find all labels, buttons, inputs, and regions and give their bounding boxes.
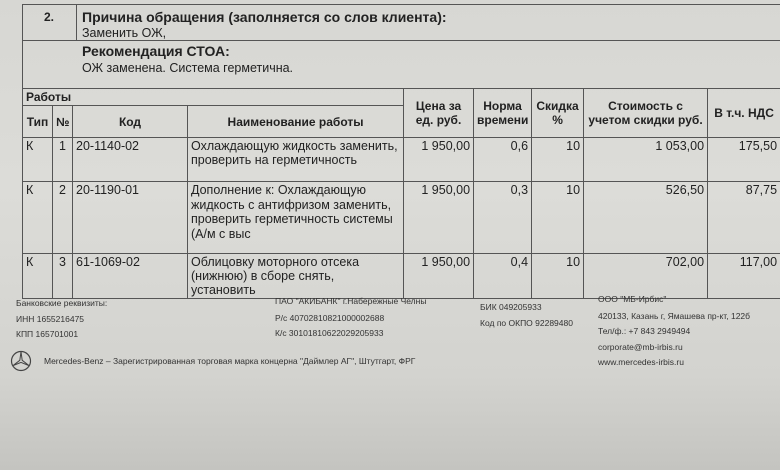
header-discount: Скидка %: [532, 89, 584, 138]
footer-bank-details: [16, 298, 107, 341]
header-price: Цена за ед. руб.: [404, 89, 474, 138]
footer-line: Банковские реквизиты:: [16, 298, 108, 308]
footer-bank: [275, 296, 426, 340]
cell-norm: 0,3: [474, 182, 532, 254]
table-row: [23, 138, 780, 182]
footer-line: К/с 30101810622029205933: [275, 328, 384, 338]
cell-no: 1: [53, 138, 73, 182]
footer-line: Код по ОКПО 92289480: [480, 317, 573, 328]
cell-type: К: [23, 138, 53, 182]
reason-text: Заменить ОЖ,: [82, 26, 167, 40]
section-number: 2.: [44, 10, 55, 24]
reason-divider: [22, 40, 780, 41]
table-row: [23, 254, 780, 299]
cell-discount: 10: [532, 138, 584, 182]
footer-line: КПП 165701001: [16, 329, 79, 339]
footer-line: ООО "МБ-Ирбис": [598, 294, 667, 304]
left-border: [22, 4, 23, 88]
footer-line: БИК 049205933: [480, 302, 542, 312]
cell-discount: 10: [532, 254, 584, 299]
footer-line: corporate@mb-irbis.ru: [598, 341, 683, 352]
cell-norm: 0,6: [474, 138, 532, 182]
cell-price: 1 950,00: [404, 138, 474, 182]
cell-cost: 526,50: [584, 182, 708, 254]
cell-price: 1 950,00: [404, 182, 474, 254]
header-code: Код: [73, 106, 188, 138]
footer-line: 420133, Казань г, Ямашева пр-кт, 122б: [598, 310, 751, 321]
cell-vat: 175,50: [708, 138, 780, 182]
cell-name: Охлаждающую жидкость заменить, проверить на герметичность: [188, 138, 404, 182]
footer-line: ПАО "АКИБАНК" г.Набережные Челны: [275, 296, 427, 306]
cell-vat: 117,00: [708, 254, 780, 299]
cell-no: 3: [53, 254, 73, 299]
footer-bik: [480, 298, 573, 329]
cell-cost: 702,00: [584, 254, 708, 299]
works-title: Работы: [23, 89, 404, 106]
footer-line: ИНН 1655216475: [16, 313, 85, 324]
cell-code: 61-1069-02: [73, 254, 188, 299]
header-cost: Стоимость с учетом скидки руб.: [584, 89, 708, 138]
cell-price: 1 950,00: [404, 254, 474, 299]
header-type: Тип: [23, 106, 53, 138]
header-norm: Норма времени: [474, 89, 532, 138]
recommendation-title: Рекомендация СТОА:: [82, 43, 230, 59]
reason-title: Причина обращения (заполняется со слов клиента):: [82, 9, 447, 25]
section-number-divider: [76, 4, 77, 40]
works-table: [22, 88, 780, 299]
cell-cost: 1 053,00: [584, 138, 708, 182]
cell-name: Облицовку моторного отсека (нижнюю) в сборе снять, установить: [188, 254, 404, 299]
footer-company: [598, 294, 750, 369]
cell-name: Дополнение к: Охлаждающую жидкость с антифризом заменить, проверить герметичность системы (А/м с выс: [188, 182, 404, 254]
cell-code: 20-1190-01: [73, 182, 188, 254]
top-border: [22, 4, 780, 5]
cell-type: К: [23, 254, 53, 299]
cell-code: 20-1140-02: [73, 138, 188, 182]
cell-discount: 10: [532, 182, 584, 254]
cell-norm: 0,4: [474, 254, 532, 299]
header-vat: В т.ч. НДС: [708, 89, 780, 138]
footer-line: www.mercedes-irbis.ru: [598, 357, 684, 367]
header-name: Наименование работы: [188, 106, 404, 138]
cell-type: К: [23, 182, 53, 254]
cell-no: 2: [53, 182, 73, 254]
cell-vat: 87,75: [708, 182, 780, 254]
recommendation-text: ОЖ заменена. Система герметична.: [82, 61, 294, 75]
footer-line: Тел/ф.: +7 843 2949494: [598, 326, 691, 336]
mercedes-star-icon: [10, 350, 32, 372]
header-no: №: [53, 106, 73, 138]
trademark-text: Mercedes-Benz – Зарегистрированная торговая марка концерна "Даймлер АГ", Штутгарт, ФРГ: [44, 356, 416, 366]
table-row: [23, 182, 780, 254]
footer-line: Р/с 40702810821000002688: [275, 312, 385, 323]
